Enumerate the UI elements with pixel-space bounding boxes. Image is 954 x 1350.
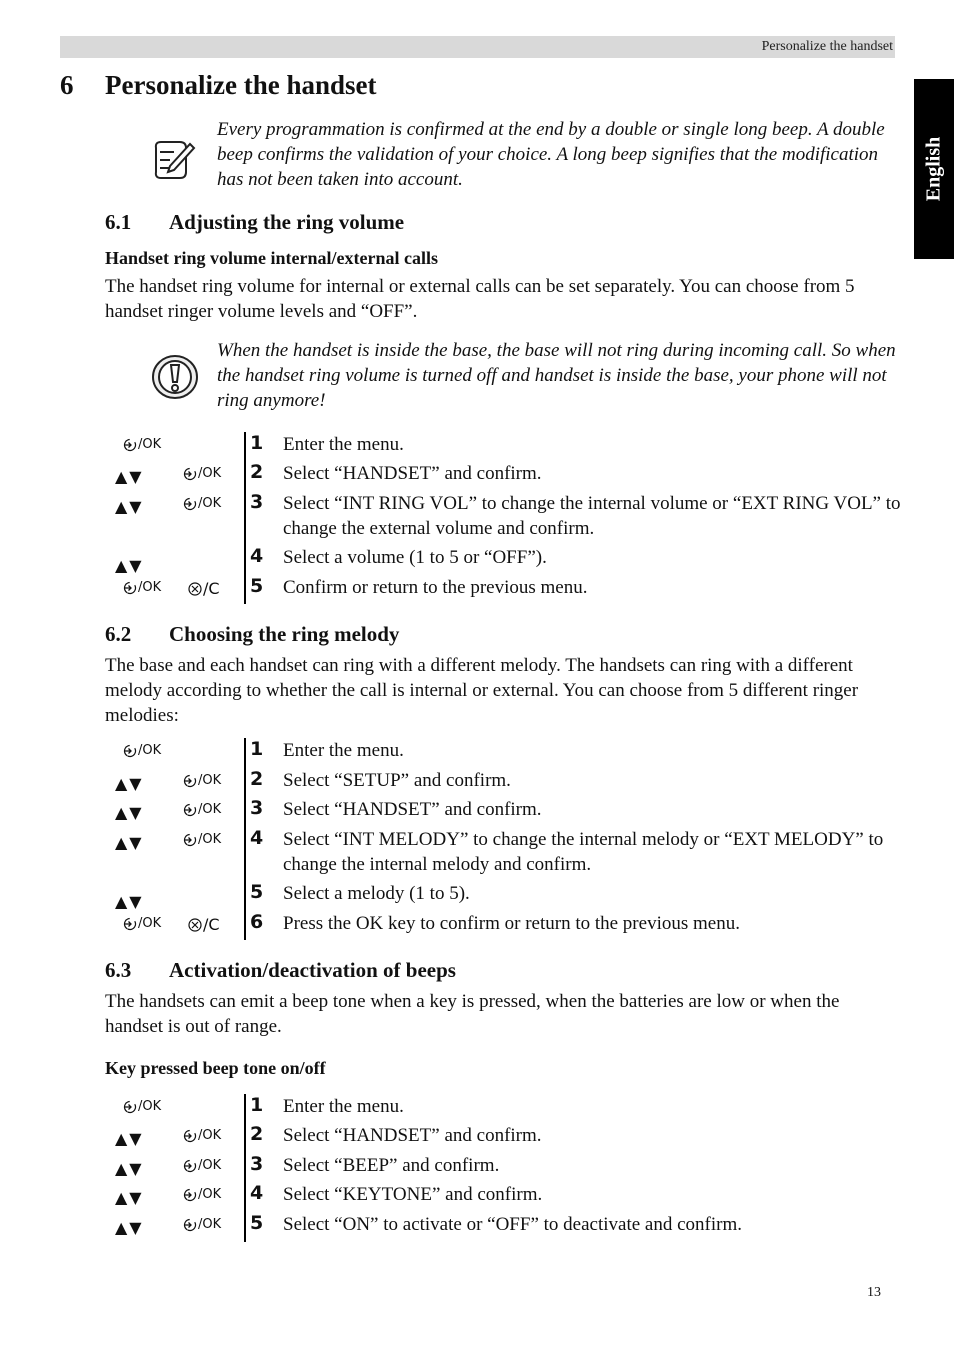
up-down-arrows-icon: ▲▼ [115,1159,144,1178]
page-number: 13 [867,1285,881,1300]
step-divider [244,1094,246,1242]
step-text: Select “ON” to activate or “OFF” to deactivate and confirm. [283,1214,742,1235]
step-text: Enter the menu. [283,1096,404,1117]
step-number: 3 [250,1153,264,1175]
ok-key-label: /OK [198,773,222,788]
up-down-arrows-icon: ▲▼ [115,803,144,822]
step-divider [244,432,246,604]
ok-key-icon [183,1217,221,1232]
step-text: Select “INT MELODY” to change the internal melody or “EXT MELODY” to change the internal melody and confirm. [283,829,884,875]
section-6-2-body: The base and each handset can ring with a different melody. The handsets can ring with a different melody according to whether the call is internal or external. You can choose from 5 different ringer melodies: [105,655,859,726]
section-heading-6-3: 6.3 Activation/deactivation of beeps [105,958,456,982]
ok-key-label: /OK [198,1217,222,1232]
chapter-number: 6 [60,70,74,100]
step-number: 5 [250,881,264,903]
ok-key-icon [123,916,161,931]
chapter-title: Personalize the handset [105,70,377,100]
step-number: 4 [250,827,264,849]
step-number: 1 [250,738,264,760]
step-list-6-3 [0,1094,954,1242]
up-down-arrows-icon: ▲▼ [115,833,144,852]
up-down-arrows-icon: ▲▼ [115,556,144,575]
up-down-arrows-icon: ▲▼ [115,1218,144,1237]
step-number: 1 [250,1094,264,1116]
ok-key-label: /OK [198,1187,222,1202]
step-number: 5 [250,1212,264,1234]
running-header [60,36,895,58]
chapter-heading [60,70,376,101]
subheading-ring-volume: Handset ring volume internal/external calls [105,248,438,268]
step-text: Select “BEEP” and confirm. [283,1155,500,1176]
step-number: 1 [250,432,264,454]
step-text: Select a volume (1 to 5 or “OFF”). [283,547,547,568]
note-pencil-icon [150,136,198,184]
up-down-arrows-icon: ▲▼ [115,1129,144,1148]
section-heading-6-2: 6.2 Choosing the ring melody [105,622,400,646]
ok-key-label: /OK [138,743,162,758]
language-tab [914,79,954,259]
ok-key-label: /OK [198,496,222,511]
step-text: Press the OK key to confirm or return to the previous menu. [283,913,740,934]
up-down-arrows-icon: ▲▼ [115,774,144,793]
ok-key-label: /OK [198,466,222,481]
step-text: Enter the menu. [283,434,404,455]
ok-key-icon [183,832,221,847]
step-text: Select “INT RING VOL” to change the internal volume or “EXT RING VOL” to change the external volume and confirm. [283,493,901,539]
step-number: 6 [250,911,264,933]
step-text: Select “SETUP” and confirm. [283,770,511,791]
ok-key-icon [183,1158,221,1173]
intro-note: Every programmation is confirmed at the end by a double or single long beep. A double beep confirms the validation of your choice. A long beep signifies that the modification has not been taken into account. [217,119,885,190]
subheading-keytone: Key pressed beep tone on/off [105,1058,326,1078]
ok-key-label: /OK [198,832,222,847]
step-text: Select a melody (1 to 5). [283,883,470,904]
step-text: Select “KEYTONE” and confirm. [283,1184,543,1205]
step-divider [244,738,246,940]
ok-key-icon [183,466,221,481]
step-number: 2 [250,1123,264,1145]
ok-key-label: /OK [138,580,162,595]
step-number: 4 [250,1182,264,1204]
ok-key-icon [183,802,221,817]
c-key-label: /C [203,915,220,934]
step-text: Confirm or return to the previous menu. [283,577,588,598]
step-text: Select “HANDSET” and confirm. [283,1125,542,1146]
cancel-key-icon [187,579,220,598]
step-number: 4 [250,545,264,567]
ok-key-icon [183,1187,221,1202]
step-number: 2 [250,768,264,790]
up-down-arrows-icon: ▲▼ [115,497,144,516]
ok-key-icon [183,1128,221,1143]
language-tab-label: English [922,136,945,202]
ok-key-label: /OK [138,1099,162,1114]
ok-key-icon [183,773,221,788]
ok-key-icon [123,437,161,452]
section-heading-6-1: 6.1 Adjusting the ring volume [105,210,405,234]
step-number: 3 [250,491,264,513]
step-list-6-2 [0,738,954,940]
ok-key-label: /OK [138,437,162,452]
step-number: 5 [250,575,264,597]
up-down-arrows-icon: ▲▼ [115,892,144,911]
warning-exclamation-icon [150,353,200,401]
ok-key-label: /OK [198,802,222,817]
up-down-arrows-icon: ▲▼ [115,1188,144,1207]
running-header-title: Personalize the handset [761,39,893,54]
cancel-key-icon [187,915,220,934]
step-text: Select “HANDSET” and confirm. [283,463,542,484]
step-list-6-1 [0,432,954,604]
ok-key-icon [123,1099,161,1114]
ok-key-label: /OK [198,1158,222,1173]
step-number: 2 [250,461,264,483]
c-key-label: /C [203,579,220,598]
section-6-1-body: The handset ring volume for internal or external calls can be set separately. You can choose from 5 handset ringer volume levels and “OFF”. [105,276,855,322]
step-text: Enter the menu. [283,740,404,761]
ok-key-icon [123,743,161,758]
step-number: 3 [250,797,264,819]
ok-key-label: /OK [138,916,162,931]
ok-key-label: /OK [198,1128,222,1143]
ok-key-icon [183,496,221,511]
section-6-3-body: The handsets can emit a beep tone when a key is pressed, when the batteries are low or when the handset is out of range. [105,991,840,1037]
step-text: Select “HANDSET” and confirm. [283,799,542,820]
ok-key-icon [123,580,161,595]
up-down-arrows-icon: ▲▼ [115,467,144,486]
section-6-1-warning: When the handset is inside the base, the base will not ring during incoming call. So when the handset ring volume is turned off and handset is inside the base, your phone will not ring anymore! [217,340,896,411]
